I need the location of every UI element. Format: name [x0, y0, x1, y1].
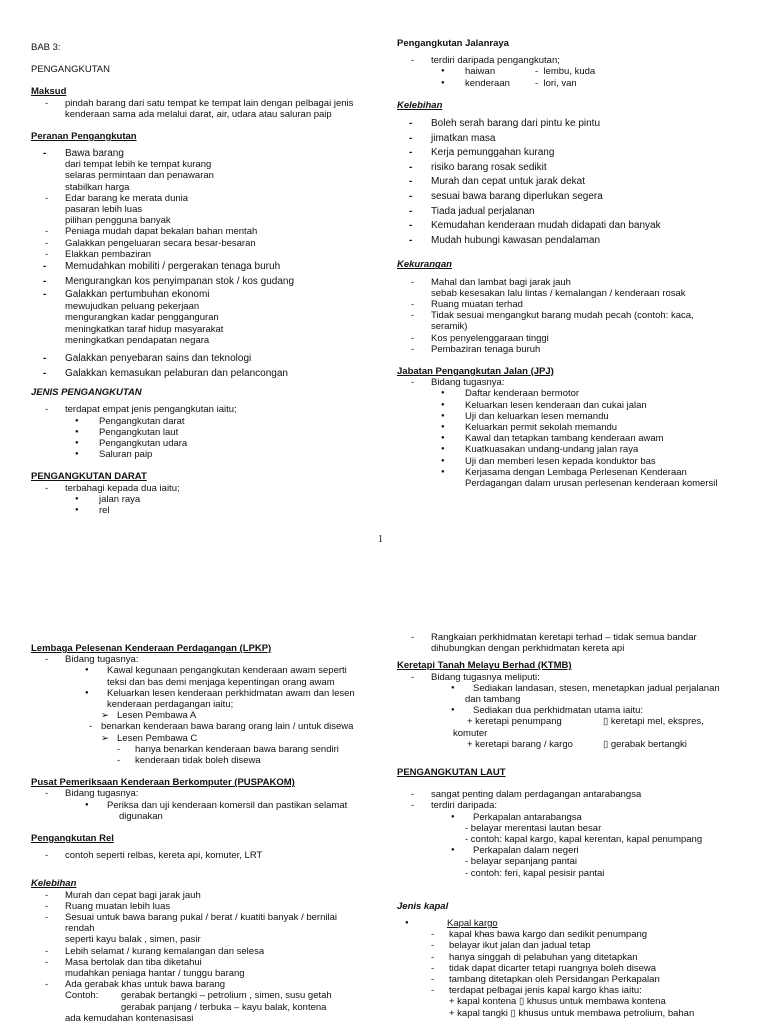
kargo-item: - hanya singgah di pelabuhan yang ditetapkan: [431, 951, 638, 963]
kargo-item: - terdapat pelbagai jenis kapal kargo khas iaitu:: [431, 985, 642, 997]
lesen-c-item: - hanya benarkan kenderaan bawa barang sendiri: [31, 744, 381, 755]
jenis-kapal-heading: Jenis kapal: [397, 900, 449, 912]
maksud-line: - pindah barang dari satu tempat ke tempat lain dengan pelbagai jenis: [31, 98, 371, 109]
kekurangan-subline: sebab kesesakan lalu lintas / kemalangan / kenderaan rosak: [431, 287, 686, 299]
laut-heading: PENGANGKUTAN LAUT: [397, 767, 506, 779]
laut-subline: - contoh: kapal kargo, kapal kerentan, kapal penumpang: [465, 834, 703, 846]
contoh-line: ada kemudahan kontenasisasi: [65, 1012, 194, 1024]
ktmb-bullet: ● Sediakan landasan, stesen, menetapkan jadual perjalanan: [397, 683, 759, 694]
kelebihan-item: - Kerja pemunggahan kurang: [397, 146, 757, 161]
kelebihan-item: - Boleh serah barang dari pintu ke pintu: [397, 117, 757, 132]
kargo-item: - - kapal khas bawa kargo dan sedikit penumpang: [397, 929, 759, 940]
peranan-item: - Galakkan pertumbuhan ekonomi: [31, 289, 371, 301]
laut-bullet: ● Perkapalan antarabangsa: [397, 812, 759, 823]
ktmb-bullet-line: dan tambang: [465, 694, 521, 706]
jalanraya-example: - lembu, kuda: [535, 66, 596, 78]
laut-subline: - contoh: feri, kapal pesisir pantai: [465, 867, 605, 879]
lesen-c: ➢ Lesen Pembawa C: [31, 733, 381, 744]
peranan-item: - Bawa barang: [31, 148, 371, 159]
kekurangan-subline: seramik): [431, 321, 468, 333]
ktmb-service-row: + keretapi barang / kargo ▯ gerabak bertangki: [467, 738, 687, 750]
puspakom-heading: Pusat Pemeriksaan Kenderaan Berkomputer (PUSPAKOM): [31, 777, 295, 789]
rel-kelebihan-item: - Sesuai untuk bawa barang pukal / berat / kuatiti banyak / bernilai: [31, 912, 381, 923]
rel-heading: Pengangkutan Rel: [31, 833, 114, 845]
jpj-intro: - Bidang tugasnya:: [397, 377, 757, 388]
kelebihan-item: - sesuai bawa barang diperlukan segera: [397, 190, 757, 205]
contoh-row: [31, 990, 381, 1001]
page-number: 1: [378, 534, 383, 545]
jpj-item: ● Kuatkuasakan undang-undang jalan raya: [397, 444, 757, 455]
peranan-subline: meningkatkan taraf hidup masyarakat: [65, 323, 224, 335]
rel-kelebihan-heading: Kelebihan: [31, 878, 77, 890]
rel-top-dash-line: dihubungkan dengan perkhidmatan kereta api: [431, 643, 625, 655]
kelebihan-item: - Tiada jadual perjalanan: [397, 205, 757, 220]
chapter-title: PENGANGKUTAN: [31, 64, 111, 76]
peranan-item: - Galakkan penyebaran sains dan teknologi: [31, 352, 371, 367]
darat-item: ● jalan raya: [31, 494, 371, 505]
peranan-item: - Peniaga mudah dapat bekalan bahan mentah: [31, 226, 371, 237]
kelebihan-item: - jimatkan masa: [397, 132, 757, 147]
puspakom-intro: - Bidang tugasnya:: [31, 788, 381, 799]
kargo-item: - tambang ditetapkan oleh Persidangan Perkapalan: [431, 974, 660, 986]
jpj-item: ● Keluarkan permit sekolah memandu: [397, 422, 757, 433]
kargo-plus-line: + kapal tangki ▯ khusus untuk membawa petrolium, bahan: [449, 1007, 695, 1019]
jpj-item: ● Keluarkan lesen kenderaan dan cukai jalan: [397, 400, 757, 411]
rel-kelebihan-item: - Ruang muatan lebih luas: [31, 901, 381, 912]
lpkp-bullet-line: teksi dan bas demi menjaga kepentingan orang awam: [107, 676, 335, 688]
darat-intro: - terbahagi kepada dua iaitu;: [31, 483, 371, 494]
jenis-item: ● Pengangkutan darat: [31, 416, 371, 427]
peranan-item: - Edar barang ke merata dunia: [31, 193, 371, 204]
ktmb-bullet: ● Sediakan dua perkhidmatan utama iaitu:: [397, 705, 759, 716]
kargo-plus-line: + kapal kontena ▯ khusus untuk membawa kontena: [449, 996, 666, 1008]
peranan-subline: selaras permintaan dan penawaran: [65, 170, 214, 182]
lpkp-heading: Lembaga Pelesenan Kenderaan Perdagangan (LPKP): [31, 643, 272, 654]
jalanraya-row: [397, 78, 757, 89]
ktmb-intro: - Bidang tugasnya meliputi:: [397, 672, 759, 683]
lesen-a: ➢ Lesen Pembawa A: [31, 710, 381, 721]
kekurangan-heading: Kekurangan: [397, 259, 452, 271]
jpj-item: ● Uji dan memberi lesen kepada konduktor bas: [397, 456, 757, 467]
kapal-kargo-item: ● Kapal kargo: [405, 918, 498, 930]
lpkp-bullet: ● Kawal kegunaan pengangkutan kenderaan awam seperti: [31, 665, 381, 676]
jenis-item: ● Pengangkutan laut: [31, 427, 371, 438]
laut-item: - sangat penting dalam perdagangan antarabangsa: [397, 789, 759, 800]
peranan-item: - Memudahkan mobiliti / pergerakan tenaga buruh: [31, 260, 371, 275]
jenis-item: ● Pengangkutan udara: [31, 438, 371, 449]
jalanraya-type: kenderaan: [465, 77, 510, 89]
peranan-subline: mengurangkan kadar pengganguran: [65, 312, 219, 324]
rel-kelebihan-subline: rendah: [65, 923, 95, 935]
ktmb-service-row: + keretapi penumpang ▯ keretapi mel, ekspres,: [467, 716, 704, 728]
jpj-subline: Perdagangan dalam urusan perlesenan kenderaan komersil: [465, 478, 718, 490]
jpj-heading: Jabatan Pengangkutan Jalan (JPJ): [397, 365, 554, 377]
page2-right-column: [397, 632, 759, 1019]
laut-subline: - belayar sepanjang pantai: [465, 856, 577, 868]
page1-right-column: [397, 38, 757, 489]
peranan-item: - Galakkan pengeluaran secara besar-besaran: [31, 238, 371, 249]
kelebihan-item: - risiko barang rosak sedikit: [397, 161, 757, 176]
jalanraya-intro: - terdiri daripada pengangkutan;: [397, 55, 757, 66]
page2-left-column: [31, 643, 381, 1024]
rel-top-dash: - Rangkaian perkhidmatan keretapi terhad – tidak semua bandar: [397, 632, 759, 643]
lpkp-bullet: ● Keluarkan lesen kenderaan perkhidmatan awam dan lesen: [31, 688, 381, 699]
jenis-item: ● Saluran paip: [31, 449, 371, 460]
rel-intro: - contoh seperti relbas, kereta api, komuter, LRT: [31, 850, 381, 861]
rel-kelebihan-item: - Ada gerabak khas untuk bawa barang: [31, 979, 381, 990]
peranan-item: - Elakkan pembaziran: [31, 249, 371, 260]
peranan-subline: stabilkan harga: [65, 181, 130, 193]
kargo-item: - belayar ikut jalan dan jadual tetap: [431, 940, 591, 952]
puspakom-bullet: ● Periksa dan uji kenderaan komersil dan pastikan selamat: [31, 800, 381, 811]
jalanraya-type: haiwan: [465, 66, 496, 78]
contoh-line: gerabak bertangki – petrolium , simen, susu getah: [121, 990, 332, 1002]
maksud-heading: Maksud: [31, 86, 67, 98]
rel-kelebihan-subline: mudahkan peniaga hantar / tunggu barang: [65, 968, 245, 980]
kelebihan-heading: Kelebihan: [397, 99, 443, 111]
rel-kelebihan-item: - Masa bertolak dan tiba diketahui: [31, 957, 381, 968]
kekurangan-item: - Tidak sesuai mengangkut barang mudah pecah (contoh: kaca,: [397, 310, 757, 321]
lpkp-intro: - Bidang tugasnya:: [31, 654, 381, 665]
laut-item: - terdiri daripada:: [397, 800, 759, 811]
ktmb-heading: Keretapi Tanah Melayu Berhad (KTMB): [397, 660, 572, 672]
laut-subline: - belayar merentasi lautan besar: [465, 822, 602, 834]
peranan-heading: Peranan Pengangkutan: [31, 131, 137, 143]
kekurangan-item: - Mahal dan lambat bagi jarak jauh: [397, 277, 757, 288]
rel-kelebihan-item: - Lebih selamat / kurang kemalangan dan selesa: [31, 946, 381, 957]
rel-kelebihan-subline: seperti kayu balak , simen, pasir: [65, 934, 201, 946]
peranan-subline: dari tempat lebih ke tempat kurang: [65, 159, 212, 171]
rel-kelebihan-item: - Murah dan cepat bagi jarak jauh: [31, 890, 381, 901]
page-2: [0, 548, 768, 1024]
laut-bullet: ● Perkapalan dalam negeri: [397, 845, 759, 856]
darat-item: ● rel: [31, 505, 371, 516]
jalanraya-row: [397, 66, 757, 77]
kekurangan-item: - Pembaziran tenaga buruh: [397, 344, 757, 355]
kargo-item: - tidak dapat dicarter tetapi ruangnya boleh disewa: [431, 962, 657, 974]
lpkp-bullet-line: kenderaan perdagangan iaitu;: [107, 699, 234, 711]
jpj-item: ● Kawal dan tetapkan tambang kenderaan awam: [397, 433, 757, 444]
kelebihan-item: - Mudah hubungi kawasan pendalaman: [397, 234, 757, 249]
maksud-line: kenderaan sama ada melalui darat, air, udara atau saluran paip: [65, 108, 332, 120]
peranan-item: - Mengurangkan kos penyimpanan stok / kos gudang: [31, 275, 371, 290]
kekurangan-item: - Ruang muatan terhad: [397, 299, 757, 310]
jpj-item: ● Daftar kenderaan bermotor: [397, 388, 757, 399]
peranan-subline: pasaran lebih luas: [65, 204, 143, 216]
jenis-intro: - terdapat empat jenis pengangkutan iaitu;: [31, 404, 371, 415]
jalanraya-heading: Pengangkutan Jalanraya: [397, 38, 509, 49]
peranan-subline: pilihan pengguna banyak: [65, 215, 171, 227]
darat-heading: PENGANGKUTAN DARAT: [31, 471, 147, 483]
contoh-label: Contoh:: [65, 990, 99, 1002]
contoh-line: gerabak panjang / terbuka – kayu balak, kontena: [121, 1001, 327, 1013]
peranan-item: - Galakkan kemasukan pelaburan dan pelancongan: [31, 367, 371, 382]
lpkp-dash-line: - benarkan kenderaan bawa barang orang lain / untuk disewa: [89, 721, 354, 733]
chapter-label: BAB 3:: [31, 42, 61, 53]
kekurangan-item: - Kos penyelenggaraan tinggi: [397, 333, 757, 344]
jalanraya-example: - lori, van: [535, 77, 577, 89]
peranan-subline: mewujudkan peluang pekerjaan: [65, 301, 200, 313]
puspakom-bullet-line: digunakan: [119, 810, 163, 822]
jpj-item: ● Kerjasama dengan Lembaga Perlesenan Kenderaan: [397, 467, 757, 478]
lesen-c-item: - kenderaan tidak boleh disewa: [31, 755, 381, 766]
peranan-subline: meningkatkan pendapatan negara: [65, 334, 210, 346]
jpj-item: ● Uji dan keluarkan lesen memandu: [397, 411, 757, 422]
kelebihan-item: - Murah dan cepat untuk jarak dekat: [397, 175, 757, 190]
jenis-heading: JENIS PENGANGKUTAN: [31, 387, 142, 399]
page1-left-column: [31, 42, 371, 516]
kelebihan-item: - Kemudahan kenderaan mudah didapati dan banyak: [397, 219, 757, 234]
ktmb-service-line: komuter: [453, 727, 488, 739]
